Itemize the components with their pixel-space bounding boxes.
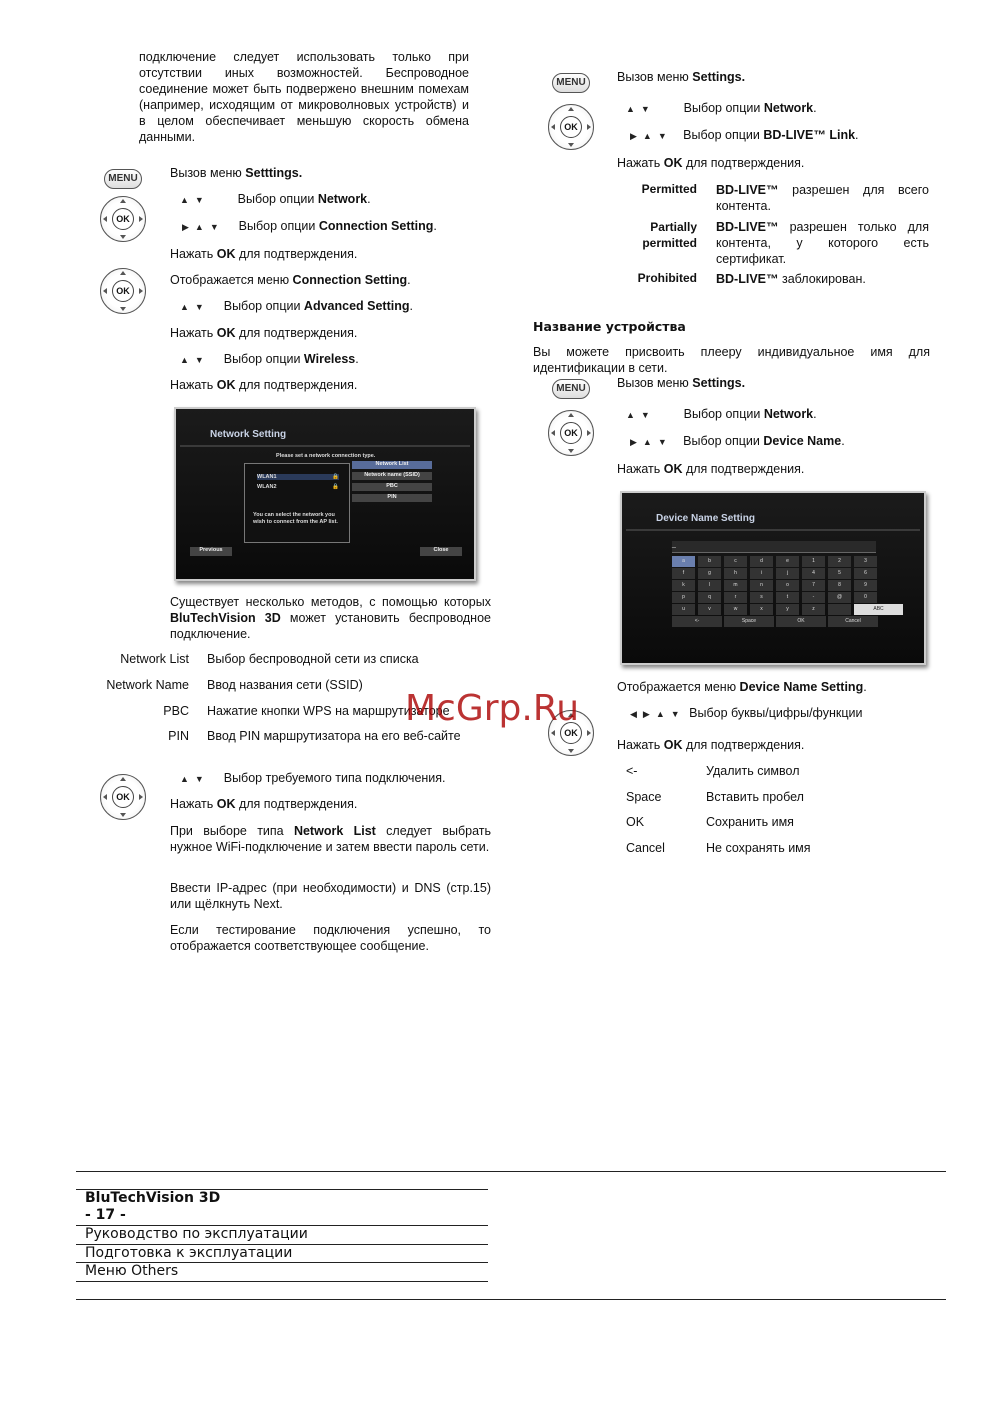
def-desc: Нажатие кнопки WPS на маршрутизаторе	[207, 704, 450, 718]
right-up-down-arrows-icon: ▶▲▼	[630, 131, 673, 141]
menu-button-icon: MENU	[552, 73, 590, 93]
watermark: McGrp.Ru	[405, 688, 580, 729]
option-pin[interactable]: PIN	[352, 494, 432, 502]
keyboard-key[interactable]: 5	[828, 568, 851, 579]
keyboard-key[interactable]: l	[698, 580, 721, 591]
key-desc: Не сохранять имя	[706, 841, 811, 855]
keyboard-key[interactable]: 2	[828, 556, 851, 567]
step-select-network: ▲▼ Выбор опции Network.	[180, 192, 371, 206]
keyboard-key[interactable]: 8	[828, 580, 851, 591]
keyboard-key[interactable]: s	[750, 592, 773, 603]
key-term: OK	[626, 815, 645, 829]
ip-paragraph: Ввести IP-адрес (при необходимости) и DNS (стр.15) или щёлкнуть Next.	[170, 881, 491, 911]
step-connection-menu: Отображается меню Connection Setting.	[170, 273, 411, 287]
screen-prompt: Please set a network connection type.	[276, 453, 376, 459]
confirm-text: Нажать OK для подтверждения.	[170, 247, 358, 261]
step-select-type: ▲▼ Выбор требуемого типа подключения.	[180, 771, 446, 785]
up-down-arrows-icon: ▲▼	[180, 774, 210, 784]
step-select-device-name: ▶▲▼ Выбор опции Device Name.	[630, 434, 845, 448]
confirm-text: Нажать OK для подтверждения.	[617, 462, 805, 476]
step-device-name-menu: Отображается меню Device Name Setting.	[617, 680, 867, 694]
confirm-text: Нажать OK для подтверждения.	[617, 738, 805, 752]
name-input-field[interactable]: _	[672, 541, 876, 553]
intro-paragraph: подключение следует использовать только при отсутствии иных возможностей. Беспроводное соединение может быть подвержено внешним помехам (например, исходящим от микроволновых устройств) и в целом обеспечивает меньшую скорость обмена данными.	[139, 50, 469, 144]
previous-button[interactable]: Previous	[190, 547, 232, 556]
key-desc: Вставить пробел	[706, 790, 804, 804]
step-select-network: ▲▼ Выбор опции Network.	[626, 101, 817, 115]
up-down-arrows-icon: ▲▼	[180, 302, 210, 312]
step-wireless: ▲▼ Выбор опции Wireless.	[180, 352, 359, 366]
keyboard-key[interactable]	[828, 604, 851, 615]
ok-navigation-pad-icon: OK	[548, 710, 594, 756]
keyboard-key[interactable]: w	[724, 604, 747, 615]
keyboard-key[interactable]: 0	[854, 592, 877, 603]
keyboard-key[interactable]: g	[698, 568, 721, 579]
keyboard-key[interactable]: r	[724, 592, 747, 603]
keyboard-key[interactable]: p	[672, 592, 695, 603]
option-pbc[interactable]: PBC	[352, 483, 432, 491]
ap-item[interactable]: WLAN2 🔒	[257, 484, 339, 490]
keyboard-key[interactable]: v	[698, 604, 721, 615]
ap-item[interactable]: WLAN1 🔒	[257, 474, 339, 480]
step-call-menu: Вызов меню Setttings.	[170, 166, 303, 180]
up-down-arrows-icon: ▲▼	[626, 104, 656, 114]
network-setting-screenshot	[174, 407, 476, 581]
ap-hint: You can select the network you wish to connect from the AP list.	[253, 512, 338, 525]
four-way-arrows-icon: ◀▶▲▼	[630, 709, 686, 719]
device-name-setting-screenshot	[620, 491, 926, 665]
footer-product: BluTechVision 3D	[85, 1190, 221, 1206]
step-call-settings: Вызов меню Settings.	[617, 70, 746, 84]
keyboard-key[interactable]: 6	[854, 568, 877, 579]
key-term: Cancel	[626, 841, 665, 855]
up-down-arrows-icon: ▲▼	[180, 195, 210, 205]
confirm-text: Нажать OK для подтверждения.	[170, 797, 358, 811]
right-up-down-arrows-icon: ▶▲▼	[630, 437, 673, 447]
ap-list-box	[244, 463, 350, 543]
up-down-arrows-icon: ▲▼	[626, 410, 656, 420]
close-button[interactable]: Close	[420, 547, 462, 556]
right-up-down-arrows-icon: ▶▲▼	[182, 222, 225, 232]
def-term: Partially permitted	[642, 220, 697, 250]
footer-line2: Подготовка к эксплуатации	[85, 1245, 293, 1261]
keyboard-function-key[interactable]: OK	[776, 616, 826, 627]
keyboard-key[interactable]: -	[802, 592, 825, 603]
keyboard-key[interactable]: j	[776, 568, 799, 579]
keyboard-key[interactable]: n	[750, 580, 773, 591]
menu-button-icon: MENU	[104, 169, 142, 189]
def-desc: BD-LIVE™ разрешен только для контента, у которого есть сертификат.	[716, 220, 929, 266]
keyboard-key[interactable]: o	[776, 580, 799, 591]
def-desc: Ввод PIN маршрутизатора на его веб-сайте	[207, 729, 461, 743]
keyboard-key[interactable]: a	[672, 556, 695, 567]
ok-navigation-pad-icon: OK	[100, 196, 146, 242]
divider	[626, 529, 920, 531]
keyboard-key[interactable]: f	[672, 568, 695, 579]
confirm-text: Нажать OK для подтверждения.	[617, 156, 805, 170]
keyboard-key[interactable]: b	[698, 556, 721, 567]
def-term: Prohibited	[637, 271, 697, 285]
def-desc: BD-LIVE™ разрешен для всего контента.	[716, 183, 929, 213]
keyboard-key[interactable]: 1	[802, 556, 825, 567]
section-heading: Название устройства	[533, 319, 686, 334]
step-select-network: ▲▼ Выбор опции Network.	[626, 407, 817, 421]
footer-top-rule	[76, 1171, 946, 1172]
confirm-text: Нажать OK для подтверждения.	[170, 326, 358, 340]
footer-bottom-rule	[76, 1299, 946, 1300]
keyboard-key[interactable]: i	[750, 568, 773, 579]
ok-navigation-pad-icon: OK	[548, 104, 594, 150]
ok-navigation-pad-icon: OK	[100, 268, 146, 314]
def-desc: Выбор беспроводной сети из списка	[207, 652, 419, 666]
step-advanced: ▲▼ Выбор опции Advanced Setting.	[180, 299, 413, 313]
methods-paragraph: Существует несколько методов, с помощью которых BluTechVision 3D может установить беспроводное подключение.	[170, 595, 491, 641]
device-name-intro: Вы можете присвоить плееру индивидуальное имя для идентификации в сети.	[533, 345, 930, 375]
screen-title: Network Setting	[210, 429, 287, 440]
screen-title: Device Name Setting	[656, 513, 755, 524]
menu-button-icon: MENU	[552, 379, 590, 399]
keyboard-key[interactable]: ABC	[854, 604, 903, 615]
def-term: Network List	[120, 652, 189, 666]
success-paragraph: Если тестирование подключения успешно, то отображается соответствующее сообщение.	[170, 923, 491, 953]
footer-page-number: - 17 -	[85, 1207, 126, 1223]
keyboard-key[interactable]: 3	[854, 556, 877, 567]
keyboard-key[interactable]: 9	[854, 580, 877, 591]
network-list-paragraph: При выборе типа Network List следует выбрать нужное WiFi-подключение и затем ввести пароль сети.	[170, 824, 492, 854]
def-desc: BD-LIVE™ заблокирован.	[716, 272, 866, 286]
key-term: Space	[626, 790, 662, 804]
keyboard-key[interactable]: x	[750, 604, 773, 615]
def-term: PIN	[168, 729, 189, 743]
keyboard-key[interactable]: e	[776, 556, 799, 567]
keyboard-function-key[interactable]: <-	[672, 616, 722, 627]
key-desc: Сохранить имя	[706, 815, 794, 829]
footer-line3: Меню Others	[85, 1263, 179, 1279]
option-network-name[interactable]: Network name (SSID)	[352, 472, 432, 480]
keyboard-key[interactable]: u	[672, 604, 695, 615]
keyboard-key[interactable]: z	[802, 604, 825, 615]
keyboard-key[interactable]: q	[698, 592, 721, 603]
option-network-list[interactable]: Network List	[352, 461, 432, 469]
keyboard-key[interactable]: k	[672, 580, 695, 591]
step-select-connection: ▶▲▼ Выбор опции Connection Setting.	[182, 219, 437, 233]
ok-navigation-pad-icon: OK	[100, 774, 146, 820]
def-term: Network Name	[106, 678, 189, 692]
ok-navigation-pad-icon: OK	[548, 410, 594, 456]
keyboard-key[interactable]: 4	[802, 568, 825, 579]
def-term: PBC	[163, 704, 189, 718]
keyboard-key[interactable]: @	[828, 592, 851, 603]
footer-line1: Руководство по эксплуатации	[85, 1226, 308, 1242]
keyboard-key[interactable]: t	[776, 592, 799, 603]
keyboard-key[interactable]: y	[776, 604, 799, 615]
keyboard-key[interactable]: 7	[802, 580, 825, 591]
step-call-settings: Вызов меню Settings.	[617, 376, 746, 390]
key-desc: Удалить символ	[706, 764, 800, 778]
def-desc: Ввод названия сети (SSID)	[207, 678, 363, 692]
step-select-bdlive: ▶▲▼ Выбор опции BD-LIVE™ Link.	[630, 128, 859, 142]
divider	[180, 445, 470, 447]
keyboard-function-key[interactable]: Space	[724, 616, 774, 627]
up-down-arrows-icon: ▲▼	[180, 355, 210, 365]
confirm-text: Нажать OK для подтверждения.	[170, 378, 358, 392]
keyboard-bottom-row	[672, 616, 878, 627]
def-term: Permitted	[641, 182, 697, 196]
keyboard-key[interactable]: h	[724, 568, 747, 579]
key-term: <-	[626, 764, 638, 778]
footer-rule	[76, 1281, 488, 1282]
step-select-char: ◀▶▲▼ Выбор буквы/цифры/функции	[630, 706, 863, 720]
keyboard-key[interactable]: c	[724, 556, 747, 567]
keyboard-key[interactable]: d	[750, 556, 773, 567]
keyboard-function-key[interactable]: Cancel	[828, 616, 878, 627]
keyboard-key[interactable]: m	[724, 580, 747, 591]
